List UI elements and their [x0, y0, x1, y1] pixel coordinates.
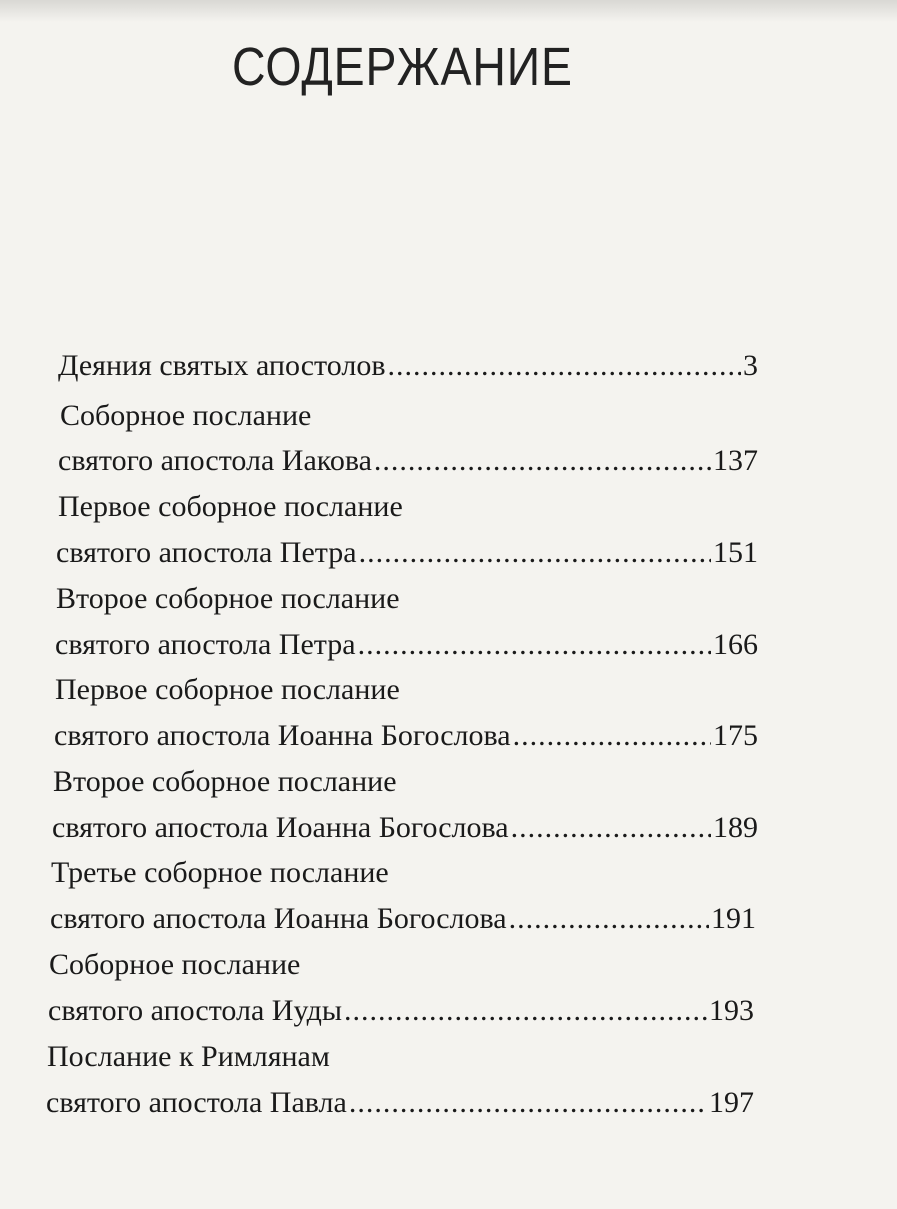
toc-page-number: 166 [713, 628, 758, 661]
toc-entry-subtitle: святого апостола Иакова [58, 444, 372, 477]
toc-entry-subtitle: святого апостола Иуды [48, 994, 342, 1027]
toc-leader-dots [344, 991, 707, 1031]
toc-page-number: 197 [709, 1086, 754, 1119]
toc-entry-title: Второе соборное послание [56, 582, 400, 615]
toc-entry-title: Деяния святых апостолов [58, 349, 386, 382]
toc-leader-dots [374, 441, 711, 481]
toc-leader-dots [509, 899, 709, 939]
toc-entry-title: Первое соборное послание [55, 673, 400, 706]
toc-entry-subtitle: святого апостола Иоанна Богослова [54, 719, 511, 752]
toc-entry-subtitle: святого апостола Иоанна Богослова [52, 811, 509, 844]
toc-page-number: 191 [711, 902, 756, 935]
toc-entry-subtitle: святого апостола Иоанна Богослова [50, 902, 507, 935]
toc-leader-dots [358, 625, 711, 665]
toc-page-number: 193 [709, 994, 754, 1027]
toc-entry-title: Послание к Римлянам [47, 1040, 330, 1073]
toc-entry [46, 1083, 754, 1123]
toc-page-number: 151 [713, 536, 758, 569]
toc-entry-title: Второе соборное послание [53, 765, 397, 798]
toc-entry-subtitle: святого апостола Петра [56, 536, 357, 569]
toc-entry [54, 716, 758, 756]
toc-leader-dots [513, 716, 711, 756]
toc-leader-dots [511, 808, 711, 848]
toc-page-number: 3 [743, 349, 758, 382]
toc-leader-dots [388, 346, 742, 386]
toc-entry [48, 991, 754, 1031]
toc-entry-title: Первое соборное послание [58, 490, 403, 523]
toc-leader-dots [349, 1083, 707, 1123]
toc-entry [52, 808, 758, 848]
toc-entry [56, 533, 758, 573]
toc-page-number: 189 [713, 811, 758, 844]
toc-page-number: 175 [713, 719, 758, 752]
toc-entry-title: Соборное послание [49, 948, 301, 981]
toc-entry-subtitle: святого апостола Петра [55, 628, 356, 661]
toc-entry [50, 899, 756, 939]
toc-entry-title: Третье соборное послание [51, 856, 389, 889]
toc-entry [58, 346, 758, 386]
toc-entry [58, 441, 758, 481]
toc-entry-title: Соборное послание [60, 399, 312, 432]
toc-entry [55, 625, 758, 665]
toc-page-number: 137 [713, 444, 758, 477]
toc-entry-subtitle: святого апостола Павла [46, 1086, 347, 1119]
page-title: СОДЕРЖАНИЕ [232, 37, 573, 97]
toc-leader-dots [359, 533, 711, 573]
